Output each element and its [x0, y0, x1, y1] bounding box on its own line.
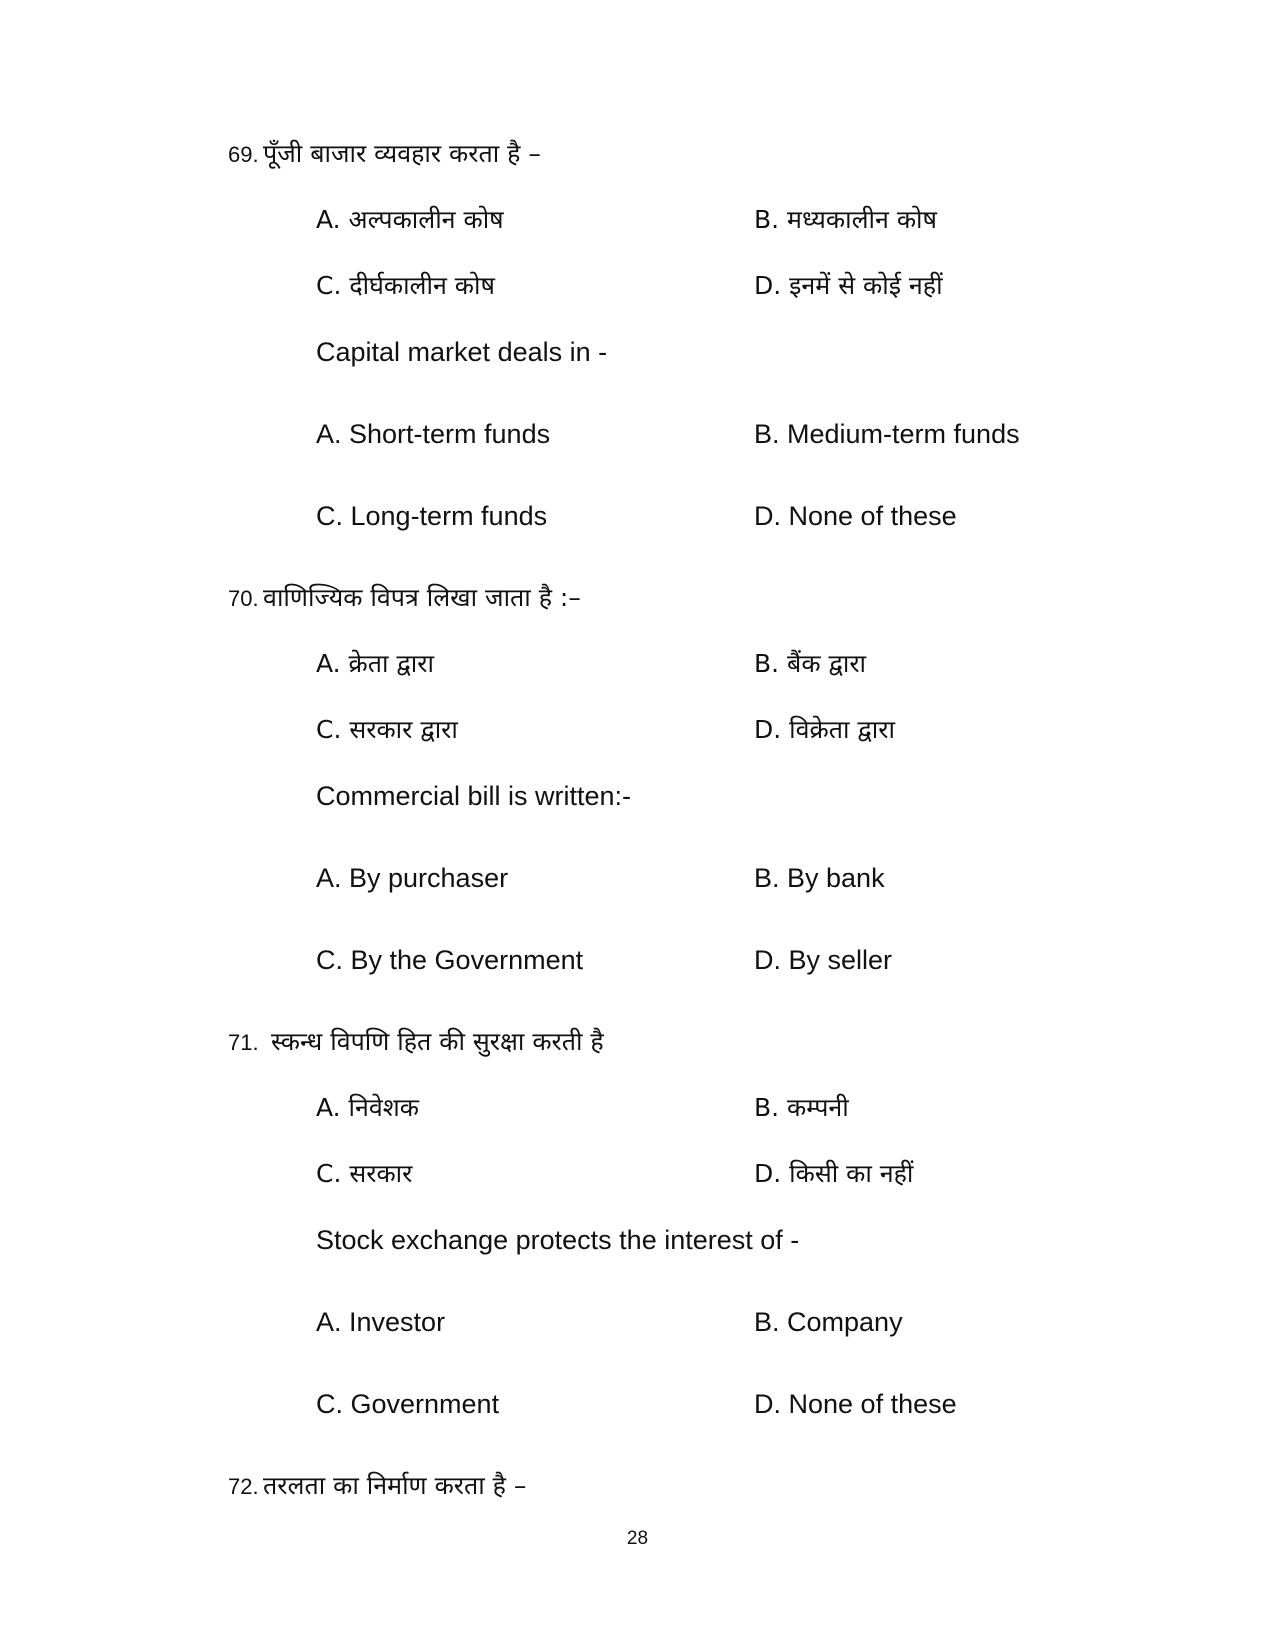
option-d-hindi: D. किसी का नहीं: [754, 1159, 914, 1188]
question-70-hindi-stem: [228, 585, 581, 610]
question-stem-hindi: तरलता का निर्माण करता है –: [263, 1471, 527, 1500]
option-c-hindi: C. सरकार द्वारा: [316, 715, 458, 744]
option-b-english: B. Company: [754, 1307, 903, 1337]
question-stem-hindi: पूँजी बाजार व्यवहार करता है –: [263, 139, 541, 168]
option-b-english: B. Medium-term funds: [754, 419, 1020, 449]
question-stem-english: Commercial bill is written:-: [316, 781, 632, 811]
option-a-english: A. Short-term funds: [316, 419, 551, 449]
option-d-hindi: D. विक्रेता द्वारा: [754, 715, 895, 744]
question-stem-hindi: स्कन्ध विपणि हित की सुरक्षा करती है: [271, 1027, 604, 1056]
option-b-english: B. By bank: [754, 863, 885, 893]
question-stem-english: Capital market deals in -: [316, 337, 608, 367]
option-d-english: D. By seller: [754, 945, 893, 975]
option-a-english: A. By purchaser: [316, 863, 509, 893]
option-b-hindi: B. मध्यकालीन कोष: [754, 205, 937, 234]
option-a-hindi: A. अल्पकालीन कोष: [316, 205, 504, 234]
option-d-hindi: D. इनमें से कोई नहीं: [754, 271, 943, 300]
question-number: 72.: [228, 1474, 259, 1499]
option-a-english: A. Investor: [316, 1307, 446, 1337]
option-c-english: C. By the Government: [316, 945, 584, 975]
question-69-hindi-stem: [228, 141, 541, 166]
option-a-hindi: A. निवेशक: [316, 1093, 420, 1122]
question-number: 70.: [228, 586, 259, 611]
option-d-english: D. None of these: [754, 1389, 957, 1419]
option-b-hindi: B. कम्पनी: [754, 1093, 849, 1122]
question-72-hindi-stem: [228, 1473, 526, 1498]
option-c-hindi: C. दीर्घकालीन कोष: [316, 271, 495, 300]
option-c-hindi: C. सरकार: [316, 1159, 413, 1188]
question-number: 69.: [228, 142, 259, 167]
option-c-english: C. Long-term funds: [316, 501, 548, 531]
option-d-english: D. None of these: [754, 501, 957, 531]
option-b-hindi: B. बैंक द्वारा: [754, 649, 867, 678]
question-stem-hindi: वाणिज्यिक विपत्र लिखा जाता है :–: [263, 583, 581, 612]
question-stem-english: Stock exchange protects the interest of -: [316, 1225, 800, 1255]
question-71-hindi-stem: [228, 1029, 604, 1054]
option-a-hindi: A. क्रेता द्वारा: [316, 649, 434, 678]
question-number: 71.: [228, 1030, 259, 1055]
page-number: 28: [626, 1528, 649, 1549]
option-c-english: C. Government: [316, 1389, 500, 1419]
